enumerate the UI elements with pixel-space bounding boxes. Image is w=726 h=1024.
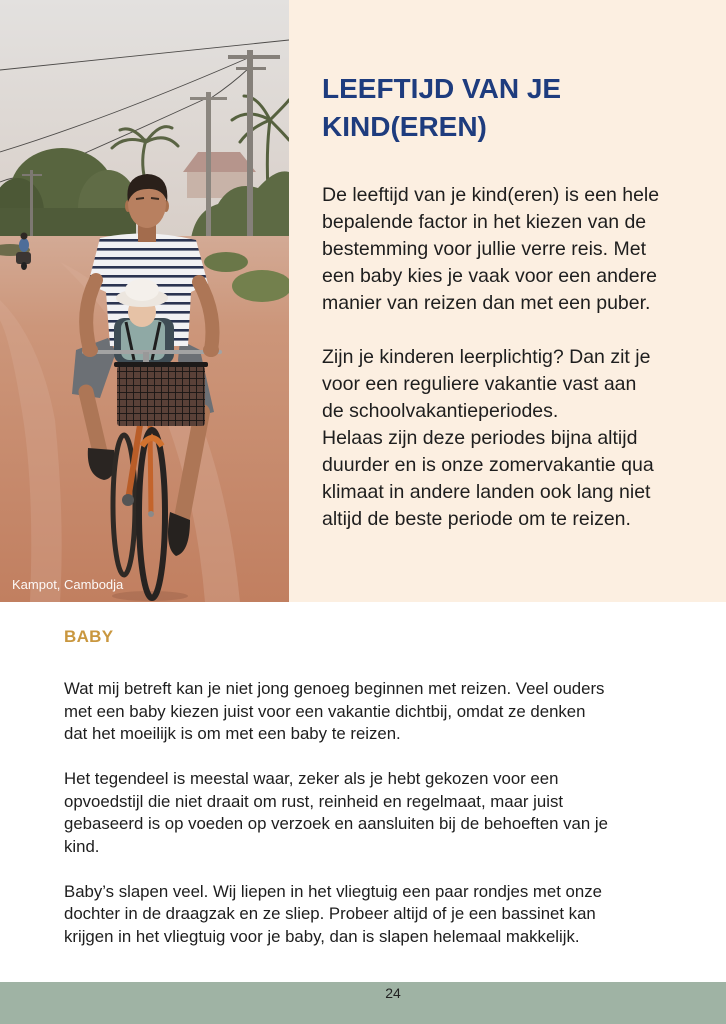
power-pole-crossbar [190, 97, 227, 100]
photo-caption: Kampot, Cambodja [12, 577, 124, 592]
footer-band [0, 982, 726, 1024]
hand-left [82, 343, 98, 357]
power-pole-post [30, 170, 33, 242]
bush [204, 252, 248, 272]
text-line: Helaas zijn deze periodes bijna altijd [322, 427, 638, 449]
bicycle-hub [148, 511, 154, 517]
text-line: een baby kies je vaak voor een andere [322, 265, 657, 287]
power-pole-crossbar [228, 55, 280, 59]
power-pole-post [206, 92, 211, 252]
rider-shirt [19, 238, 29, 252]
power-pole-crossbar [22, 174, 42, 176]
text-line: gebaseerd is op voeden op verzoek en aansluiten bij de behoeften van je [64, 814, 608, 833]
text-line: De leeftijd van je kind(eren) is een hele [322, 184, 660, 206]
photo [0, 0, 289, 602]
basket-rim [114, 362, 208, 367]
page-title [322, 70, 561, 146]
text-line: kind. [64, 836, 100, 856]
power-pole-post [247, 50, 253, 258]
text-line: altijd de beste periode om te reizen. [322, 508, 631, 530]
text-line: opvoedstijl die niet draait om rust, reinheid en regelmaat, maar juist [64, 791, 564, 811]
baby-paragraph [64, 768, 608, 858]
text-line: bepalende factor in het kiezen van de [322, 211, 647, 233]
intro-paragraph [322, 344, 659, 533]
text-line: Zijn je kinderen leerplichtig? Dan zit je [322, 346, 651, 368]
page-number: 24 [385, 985, 401, 1001]
page-title-line: KIND(EREN) [322, 111, 487, 142]
text-line: Het tegendeel is meestal waar, zeker als je hebt gekozen voor een [64, 769, 559, 788]
baby-text [64, 678, 608, 948]
text-line: dat het moeilijk is om met een baby te reizen. [64, 724, 401, 743]
photo-illustration [0, 0, 289, 602]
text-line: de schoolvakantieperiodes. [322, 400, 559, 422]
text-line: Baby’s slapen veel. Wij liepen in het vliegtuig een paar rondjes met onze [64, 881, 602, 901]
section-heading-baby: BABY [64, 627, 114, 646]
intro-text [322, 182, 659, 533]
text-line: voor een reguliere vakantie vast aan [322, 373, 637, 395]
text-line: krijgen in het vliegtuig voor je baby, dan is slapen helemaal makkelijk. [64, 926, 580, 946]
text-line: dochter in de draagzak en ze sliep. Probeer altijd of je een bassinet kan [64, 904, 596, 923]
motorbike-wheel [21, 262, 27, 270]
power-pole-crossbar [236, 67, 266, 70]
hand-right [203, 343, 219, 357]
bicycle-crank [122, 494, 134, 506]
text-line: duurder en is onze zomervakantie qua [322, 454, 654, 476]
child-hat-crown [125, 279, 159, 301]
rider-head [21, 233, 28, 240]
page-title-line: LEEFTIJD VAN JE [322, 73, 562, 104]
baby-paragraph [64, 881, 608, 949]
intro-panel [289, 0, 726, 602]
text-line: manier van reizen dan met een puber. [322, 292, 651, 314]
bicycle-basket [117, 366, 205, 426]
text-line: Wat mij betreft kan je niet jong genoeg beginnen met reizen. Veel ouders [64, 679, 605, 698]
text-line: met een baby kiezen juist voor een vakantie dichtbij, omdat ze denken [64, 701, 586, 721]
intro-paragraph [322, 182, 659, 317]
text-line: klimaat in andere landen ook lang niet [322, 481, 651, 503]
baby-paragraph [64, 678, 608, 746]
text-line: bestemming voor jullie verre reis. Met [322, 238, 647, 260]
